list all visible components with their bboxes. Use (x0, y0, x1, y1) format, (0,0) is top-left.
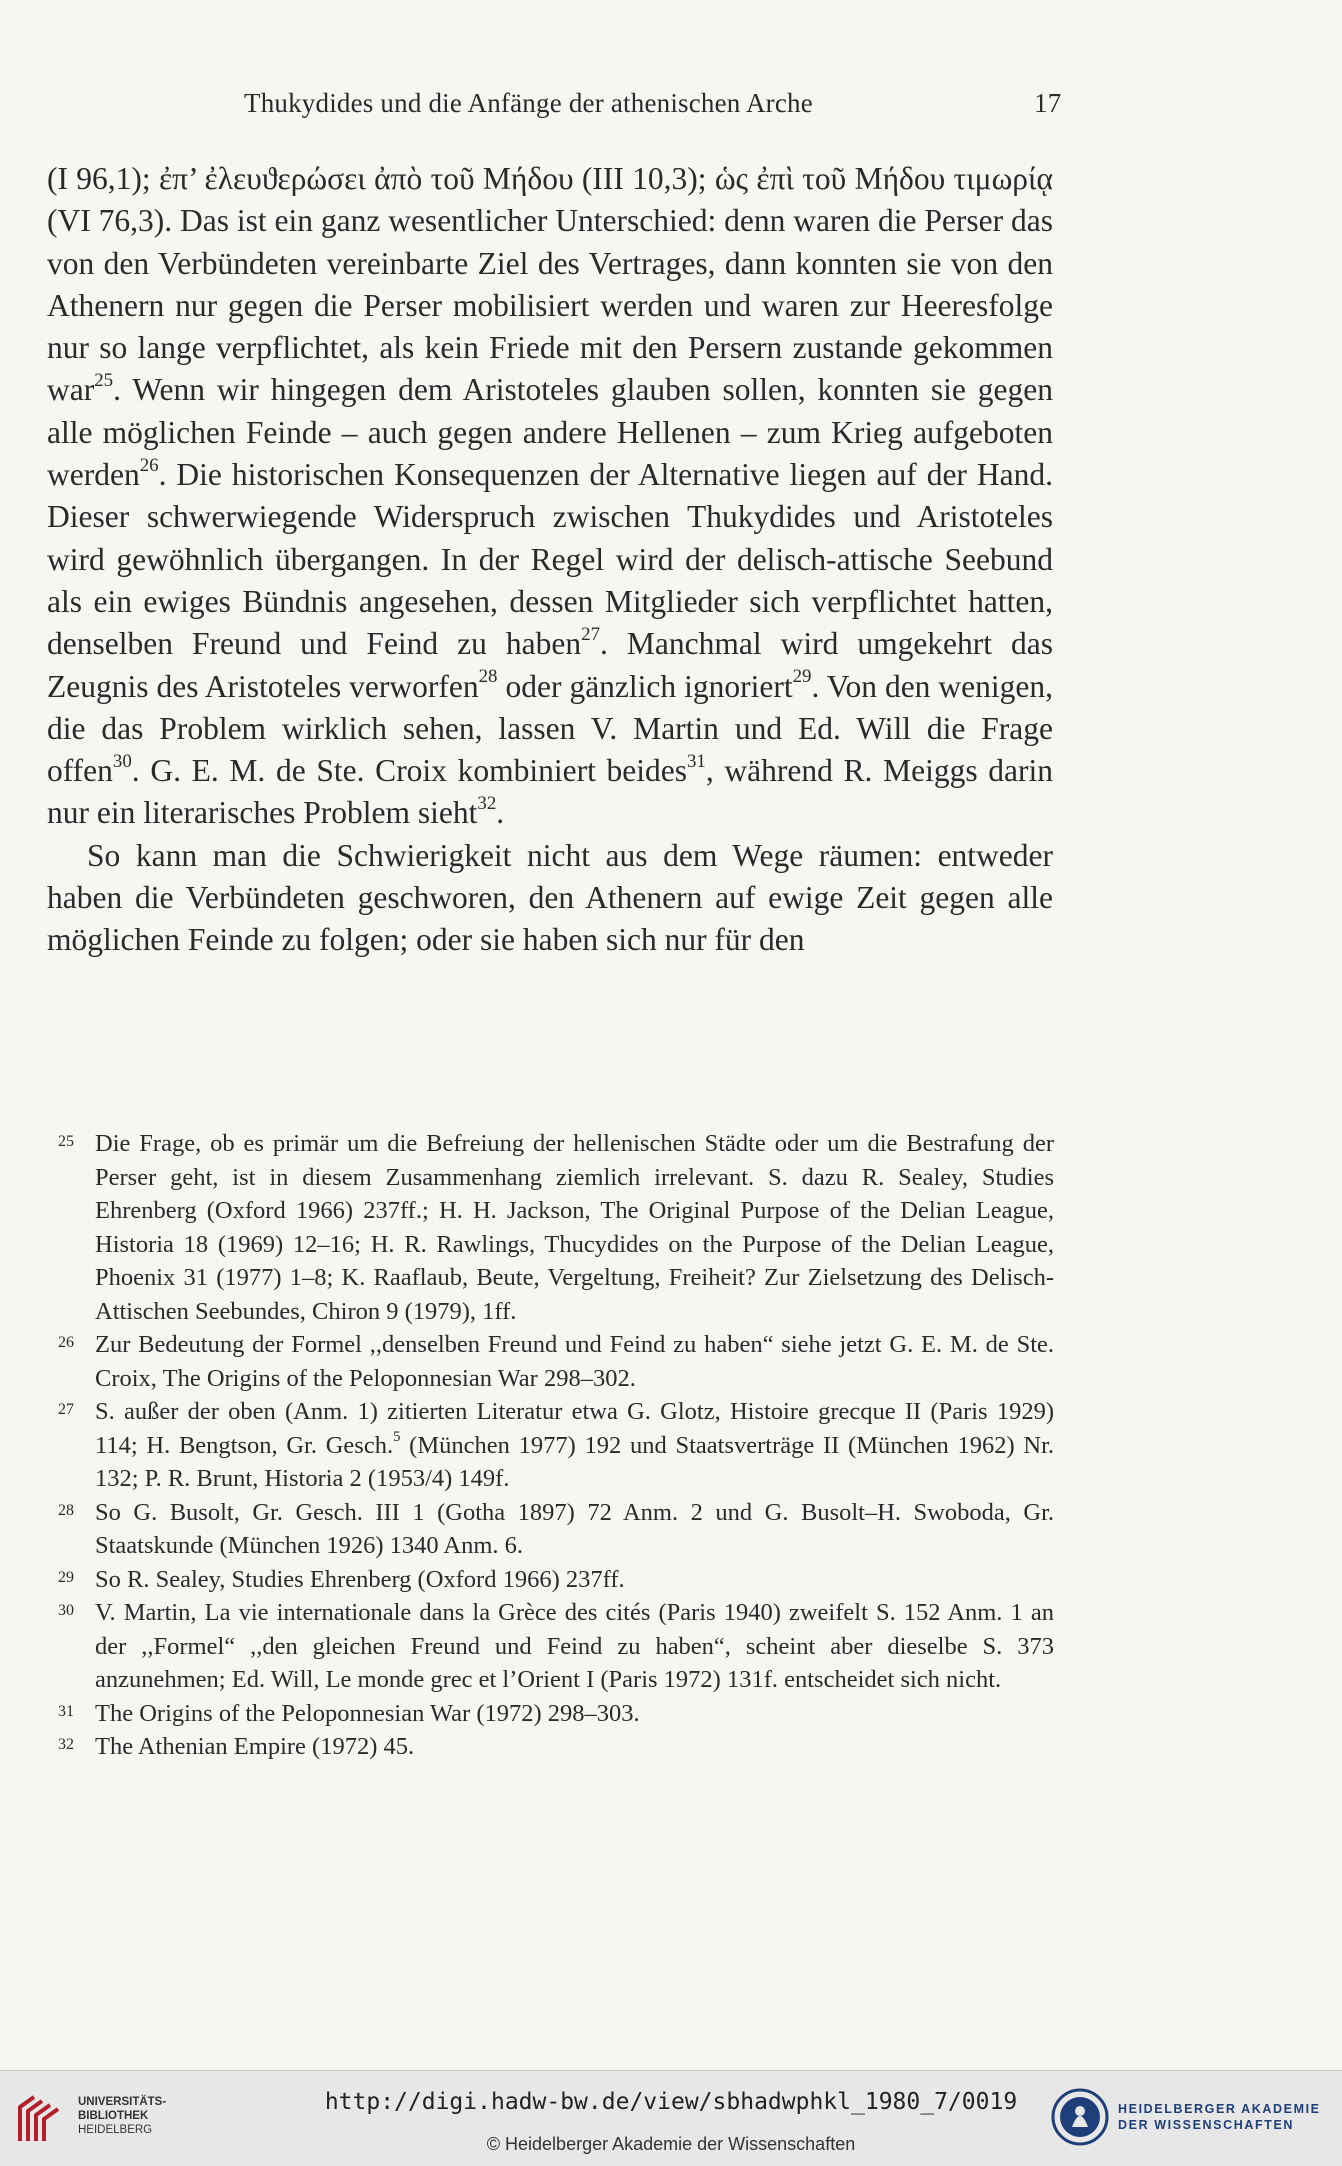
footnote-number: 28 (58, 1501, 74, 1519)
text-run: oder gänzlich ignoriert (497, 668, 793, 704)
footnote-text: The Origins of the Peloponnesian War (1972) 298–303. (95, 1699, 640, 1727)
footnote (47, 1730, 1054, 1764)
footnote-text: So G. Busolt, Gr. Gesch. III 1 (Gotha 1897) 72 Anm. 2 und G. Busolt–H. Swoboda, Gr. Staatskunde (München 1926) 1340 Anm. 6. (95, 1498, 1054, 1559)
footnote-text: V. Martin, La vie internationale dans la Grèce des cités (Paris 1940) zweifelt S. 152 Anm. 1 an der ,,Formel“ ,,den gleichen Freund und Feind zu haben“, scheint aber dieselbe S. 373 anzunehmen; Ed. Will, Le monde grec et l’Orient I (Paris 1972) 131f. entscheidet sich nicht. (95, 1599, 1054, 1693)
text-run: . Von den wenigen, die das Problem wirklich sehen, lassen V. Martin und Ed. Will die Frage offen (47, 668, 1054, 789)
copyright-notice: © Heidelberger Akademie der Wissenschaften (486, 2134, 856, 2154)
footnote-text: Zur Bedeutung der Formel ,,denselben Freund und Feind zu haben“ siehe jetzt G. E. M. de Ste. Croix, The Origins of the Peloponnesian War 298–302. (95, 1331, 1054, 1392)
footnote (47, 1395, 1054, 1496)
logo-text-line: UNIVERSITÄTS- (78, 2096, 167, 2108)
footer-bar (0, 2070, 1342, 2166)
footnote-ref[interactable]: 27 (581, 624, 601, 646)
footnote-text: The Athenian Empire (1972) 45. (95, 1733, 415, 1760)
footnote-number: 26 (58, 1334, 74, 1351)
paragraph: So kann man die Schwierigkeit nicht aus dem Wege räumen: entweder haben die Verbündeten geschworen, den Athenern auf ewige Zeit gegen alle möglichen Feinde zu folgen; oder sie haben sich nur für den (47, 837, 1053, 958)
text-run: . Manchmal wird umgekehrt das Zeugnis des Aristoteles verworfen (47, 626, 1054, 704)
footnote-text: (München 1977) 192 und Staatsverträge II (München 1962) Nr. 132; P. R. Brunt, Historia 2 (1953/4) 149f. (95, 1431, 1055, 1492)
footnote-number: 31 (58, 1702, 74, 1720)
footnote-text: S. außer der oben (Anm. 1) zitierten Literatur etwa G. Glotz, Histoire grecque II (Paris 1929) 114; H. Bengtson, Gr. Gesch. (95, 1398, 1054, 1459)
body-text (47, 158, 1053, 962)
paragraph (47, 158, 1053, 835)
text-run: . (496, 795, 505, 831)
footnote (47, 1697, 1054, 1731)
running-title: Thukydides und die Anfänge der athenischen Arche (244, 88, 813, 118)
footnote-text: Die Frage, ob es primär um die Befreiung der hellenischen Städte oder um die Bestrafung der Perser geht, ist in diesem Zusammenhang ziemlich irrelevant. S. dazu R. Sealey, Studies Ehrenberg (Oxford 1966) 237ff.; H. H. Jackson, The Original Purpose of the Delian League, Historia 18 (1969) 12–16; H. R. Rawlings, Thucydides on the Purpose of the Delian League, Phoenix 31 (1977) 1–8; K. Raaflaub, Beute, Vergeltung, Freiheit? Zur Zielsetzung des Delisch-Attischen Seebundes, Chiron 9 (1979), 1ff. (95, 1130, 1054, 1325)
footnote-number: 29 (58, 1568, 74, 1586)
logo-text-line: HEIDELBERG (78, 2124, 153, 2136)
footnote-number: 32 (58, 1736, 74, 1753)
footnote-ref[interactable]: 30 (112, 750, 132, 772)
edition-superscript: 5 (393, 1429, 401, 1446)
text-run: (I 96,1); ἐπ’ ἐλευϑερώσει ἀπὸ τοῦ Μήδου (III 10,3); ὡς ἐπὶ τοῦ Μήδου τιμωρίᾳ (VI 76,3). Das ist ein ganz wesentlicher Unterschied: denn waren die Perser das von den Verbündeten vereinbarte Ziel des Vertrages, dann konnten sie von den Athenern nur gegen die Perser mobilisiert werden und waren zur Heeresfolge nur so lange verpflichtet, als kein Friede mit den Persern zustande gekommen war (47, 161, 1053, 408)
footnote-ref[interactable]: 28 (478, 666, 498, 688)
logo-text-line: BIBLIOTHEK (78, 2110, 149, 2122)
footnote (47, 1127, 1054, 1328)
logo-text-line: DER WISSENSCHAFTEN (1118, 2118, 1295, 2132)
footnote-ref[interactable]: 26 (139, 454, 159, 476)
text-run: . G. E. M. de Ste. Croix kombiniert beides (131, 753, 687, 789)
footnote (47, 1596, 1054, 1697)
footnote-number: 25 (58, 1133, 74, 1150)
footnote-ref[interactable]: 31 (686, 750, 706, 772)
footnote-text: So R. Sealey, Studies Ehrenberg (Oxford 1966) 237ff. (95, 1565, 625, 1593)
text-run: . Wenn wir hingegen dem Aristoteles glauben sollen, konnten sie gegen alle möglichen Feinde – auch gegen andere Hellenen – zum Krieg aufgeboten werden (47, 372, 1053, 493)
footnote-ref[interactable]: 32 (477, 793, 497, 815)
footnote-number: 30 (58, 1602, 74, 1619)
footnotes (47, 1127, 1054, 1764)
footnote (47, 1563, 1054, 1597)
page-number: 17 (1034, 88, 1062, 118)
footnote (47, 1328, 1054, 1395)
academy-seal-icon (1050, 2087, 1110, 2147)
footnote-number: 27 (58, 1401, 74, 1418)
academy-name (1118, 2101, 1321, 2133)
footnote-ref[interactable]: 25 (94, 370, 114, 392)
permalink[interactable]: http://digi.hadw-bw.de/view/sbhadwphkl_1980_7/0019 (324, 2089, 1018, 2115)
text-run: , während R. Meiggs darin nur ein literarisches Problem sieht (47, 753, 1053, 831)
footnote-ref[interactable]: 29 (792, 666, 812, 688)
logo-text-line: HEIDELBERGER AKADEMIE (1118, 2102, 1321, 2116)
footnote (47, 1496, 1054, 1563)
text-run: . Die historischen Konsequenzen der Alternative liegen auf der Hand. Dieser schwerwiegende Widerspruch zwischen Thukydides und Aristoteles wird gewöhnlich übergangen. In der Regel wird der delisch-attische Seebund als ein ewiges Bündnis angesehen, dessen Mitglieder sich verpflichtet hatten, denselben Freund und Feind zu haben (47, 457, 1053, 662)
